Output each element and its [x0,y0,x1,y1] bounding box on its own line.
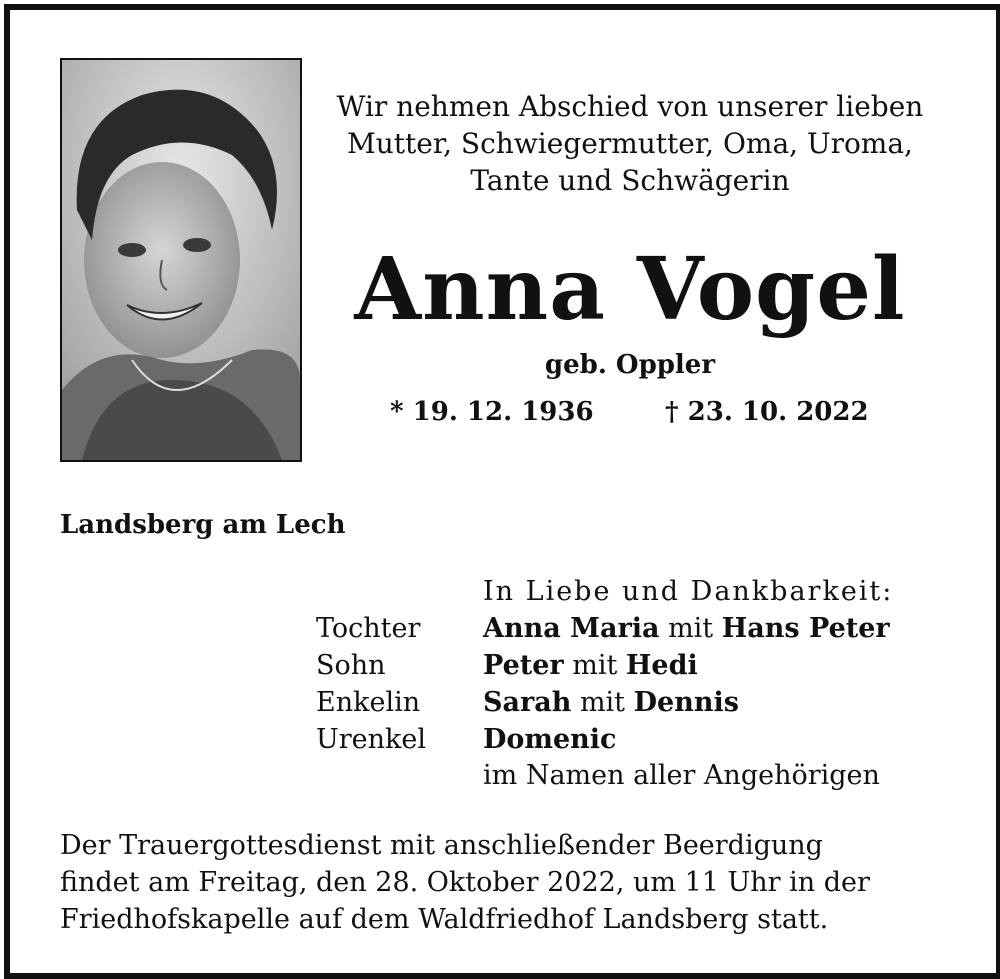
closing-line: im Namen aller Angehörigen [483,760,880,791]
gratitude-line: In Liebe und Dankbarkeit: [483,576,894,607]
relation-label: Urenkel [316,724,427,755]
family-member [483,687,739,718]
service-line: Friedhofskapelle auf dem Waldfriedhof Landsberg statt. [60,904,829,935]
obituary-notice [4,4,1000,979]
relation-label: Tochter [316,613,421,644]
family-member [483,650,698,681]
member-name: Domenic [483,724,617,755]
family-member [483,613,890,644]
member-name: Peter [483,650,564,681]
relation-label: Enkelin [316,687,421,718]
deceased-name: Anna Vogel [354,239,906,340]
member-partner: Hedi [625,650,698,681]
family-member [483,724,617,755]
relation-label: Sohn [316,650,386,681]
member-partner: Dennis [633,687,739,718]
birth-name: geb. Oppler [544,350,716,380]
member-connector: mit [572,650,618,681]
birth-date: * 19. 12. 1936 [390,397,594,427]
member-name: Sarah [483,687,572,718]
intro-text [310,88,950,199]
member-connector: mit [579,687,626,718]
service-text [60,827,960,938]
member-name: Anna Maria [483,613,660,644]
intro-line: Wir nehmen Abschied von unserer lieben [336,90,924,123]
portrait-photo [60,58,302,462]
death-date: † 23. 10. 2022 [665,397,869,427]
place-name: Landsberg am Lech [60,510,346,540]
service-line: findet am Freitag, den 28. Oktober 2022, um 11 Uhr in der [60,867,870,898]
portrait-illustration [62,60,300,460]
service-line: Der Trauergottesdienst mit anschließender Beerdigung [60,830,823,861]
intro-line: Mutter, Schwiegermutter, Oma, Uroma, [347,127,913,160]
intro-line: Tante und Schwägerin [470,164,790,197]
member-connector: mit [668,613,714,644]
member-partner: Hans Peter [721,613,890,644]
